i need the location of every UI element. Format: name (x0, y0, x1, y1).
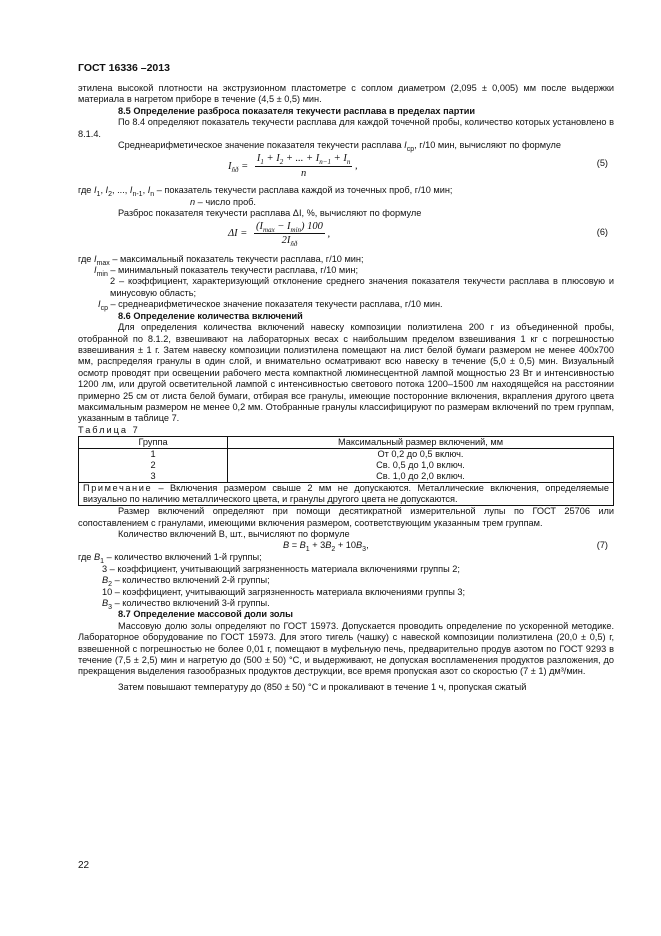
paragraph: Среднеарифметическое значение показателя текучести расплава $I_{ср}$, г/10 мин, вычисляют по формуле (118, 140, 562, 153)
table-cell: От 0,2 до 0,5 включ. Св. 0,5 до 1,0 включ. Св. 1,0 до 2,0 включ. (228, 449, 614, 483)
paragraph: Для определения количества включений навеску композиции полиэтилена 200 г из объединенной пробы, отобранной по 8.1.2, взвешивают на лабораторных весах с наибольшим пределом взвешивания 1 кг с погрешностью взвешивания ± 1 г. Затем навеску композиции полиэтилена помещают на лист белой бумаги размером не менее 400х700 мм, распределяя гранулы в один слой, и внимательно осматривают всю навеску в течение (5,0 ± 0,5) мин. Визуальный осмотр проводят при освещении рабочего места компактной люминесцентной лампой мощностью 23 Вт и интенсивностью 1200 лм, или другой осветительной лампой с интенсивностью светового потока 1200–1500 лм находящейся на расстоянии примерно 25 см от листа белой бумаги, отбирая все гранулы, имеющие посторонние включения, вкрапления другого цвета максимальным размером не менее 0,2 мм. Отобранные гранулы классифицируют по размерам включений по трем группам, указанным в таблице 7. (78, 322, 614, 424)
section-heading-8-7: 8.7 Определение массовой доли золы (118, 609, 293, 620)
table-7 (78, 436, 614, 506)
paragraph: Размер включений определяют при помощи десятикратной измерительной лупы по ГОСТ 25706 или сопоставлением с гранулами, имеющими включения размером, соответствующим указанным трем группам. (78, 506, 614, 528)
formula-7: $B = B_1 + 3B_2 + 10B_3$, (7) (283, 540, 608, 554)
table-header: Максимальный размер включений, мм (228, 437, 614, 449)
table-note: Примечание – Включения размером свыше 2 мм не допускаются. Металлические включения, определяемые визуально по наличию металлического цвета, и гранулы другого цвета не допускаются. (79, 483, 614, 506)
section-heading-8-5: 8.5 Определение разброса показателя текучести расплава в пределах партии (118, 105, 476, 116)
equation-number: (6) (596, 226, 608, 237)
page-number: 22 (78, 860, 90, 871)
paragraph: Затем повышают температуру до (850 ± 50) °С и прокаливают в течение 1 ч, пропуская сжатый (118, 681, 527, 692)
where-clause: 10 – коэффициент, учитывающий загрязненность материала включениями группы 3; (102, 586, 466, 597)
where-clause: $I_{ср}$ – среднеарифметическое значение показателя текучести расплава, г/10 мин. (98, 299, 443, 313)
table-caption: Таблица 7 (78, 424, 140, 435)
document-header: ГОСТ 16336 –2013 (78, 62, 170, 74)
where-clause: $I_{min}$ – минимальный показатель текучести расплава, г/10 мин; (94, 265, 359, 278)
section-heading-8-6: 8.6 Определение количества включений (118, 310, 303, 321)
table-cell: 1 2 3 (79, 449, 228, 483)
formula-6: ΔI = $\frac{(I_{max} - I_{min}) 100}{2I_{ñð}}$ , (6) (228, 220, 608, 249)
where-clause: 3 – коэффициент, учитывающий загрязненность материала включениями группы 2; (102, 563, 460, 574)
where-clause: $B_3$ – количество включений 3-й группы. (102, 598, 270, 611)
paragraph: Массовую долю золы определяют по ГОСТ 15973. Допускается проводить определение по ускоренной методике. Лабораторное оборудование по ГОСТ 15973. Для этого тигель (чашку) с навеской композиции полиэтилена (20,0 ± 0,5) г, взвешенной с погрешностью не более 0,01 г, помещают в муфельную печь, предварительно продув азотом по ГОСТ 9293 в течение (7,5 ± 2,5) мин и нагретую до (500 ± 50) °С, и выдерживают, не допуская воспламенения продуктов разложения, до прекращения выделения газообразных продуктов деструкции, все время пропуская азот со скоростью (7 ± 1) дм³/мин. (78, 620, 614, 677)
where-clause: где $B_1$ – количество включений 1-й группы; (78, 552, 262, 566)
paragraph: По 8.4 определяют показатель текучести расплава для каждой точечной пробы, количество которых установлено в 8.1.4. (78, 117, 614, 139)
where-clause: $B_2$ – количество включений 2-й группы; (102, 575, 270, 589)
equation-number: (5) (596, 158, 608, 169)
where-clause: где $I_{max}$ – максимальный показатель текучести расплава, г/10 мин; (78, 253, 364, 267)
where-clause: n – число проб. (190, 196, 256, 207)
where-clause: где $I_1$, $I_2$, ..., $I_{n-1}$, $I_n$ – показатель текучести расплава каждой из точечных проб, г/10 мин; (78, 185, 453, 199)
paragraph: этилена высокой плотности на экструзионном пластометре с соплом диаметром (2,095 ± 0,005) мм после выдержки материала в нагретом приборе в течение (4,5 ± 0,5) мин. (78, 83, 614, 105)
table-header: Группа (79, 437, 228, 449)
document-body (78, 83, 614, 693)
paragraph: Количество включений В, шт., вычисляют по формуле (118, 528, 350, 539)
where-clause: 2 – коэффициент, характеризующий отклонение среднего значения показателя текучести расплава в плюсовую и минусовую область; (110, 276, 614, 298)
paragraph: Разброс показателя текучести расплава ΔI, %, вычисляют по формуле (118, 208, 422, 219)
formula-5: $I_{ñð}$ = $\frac{I_1 + I_2 + ... + I_{n-1} + I_n}{n}$ , (5) (228, 153, 608, 179)
equation-number: (7) (596, 540, 608, 551)
